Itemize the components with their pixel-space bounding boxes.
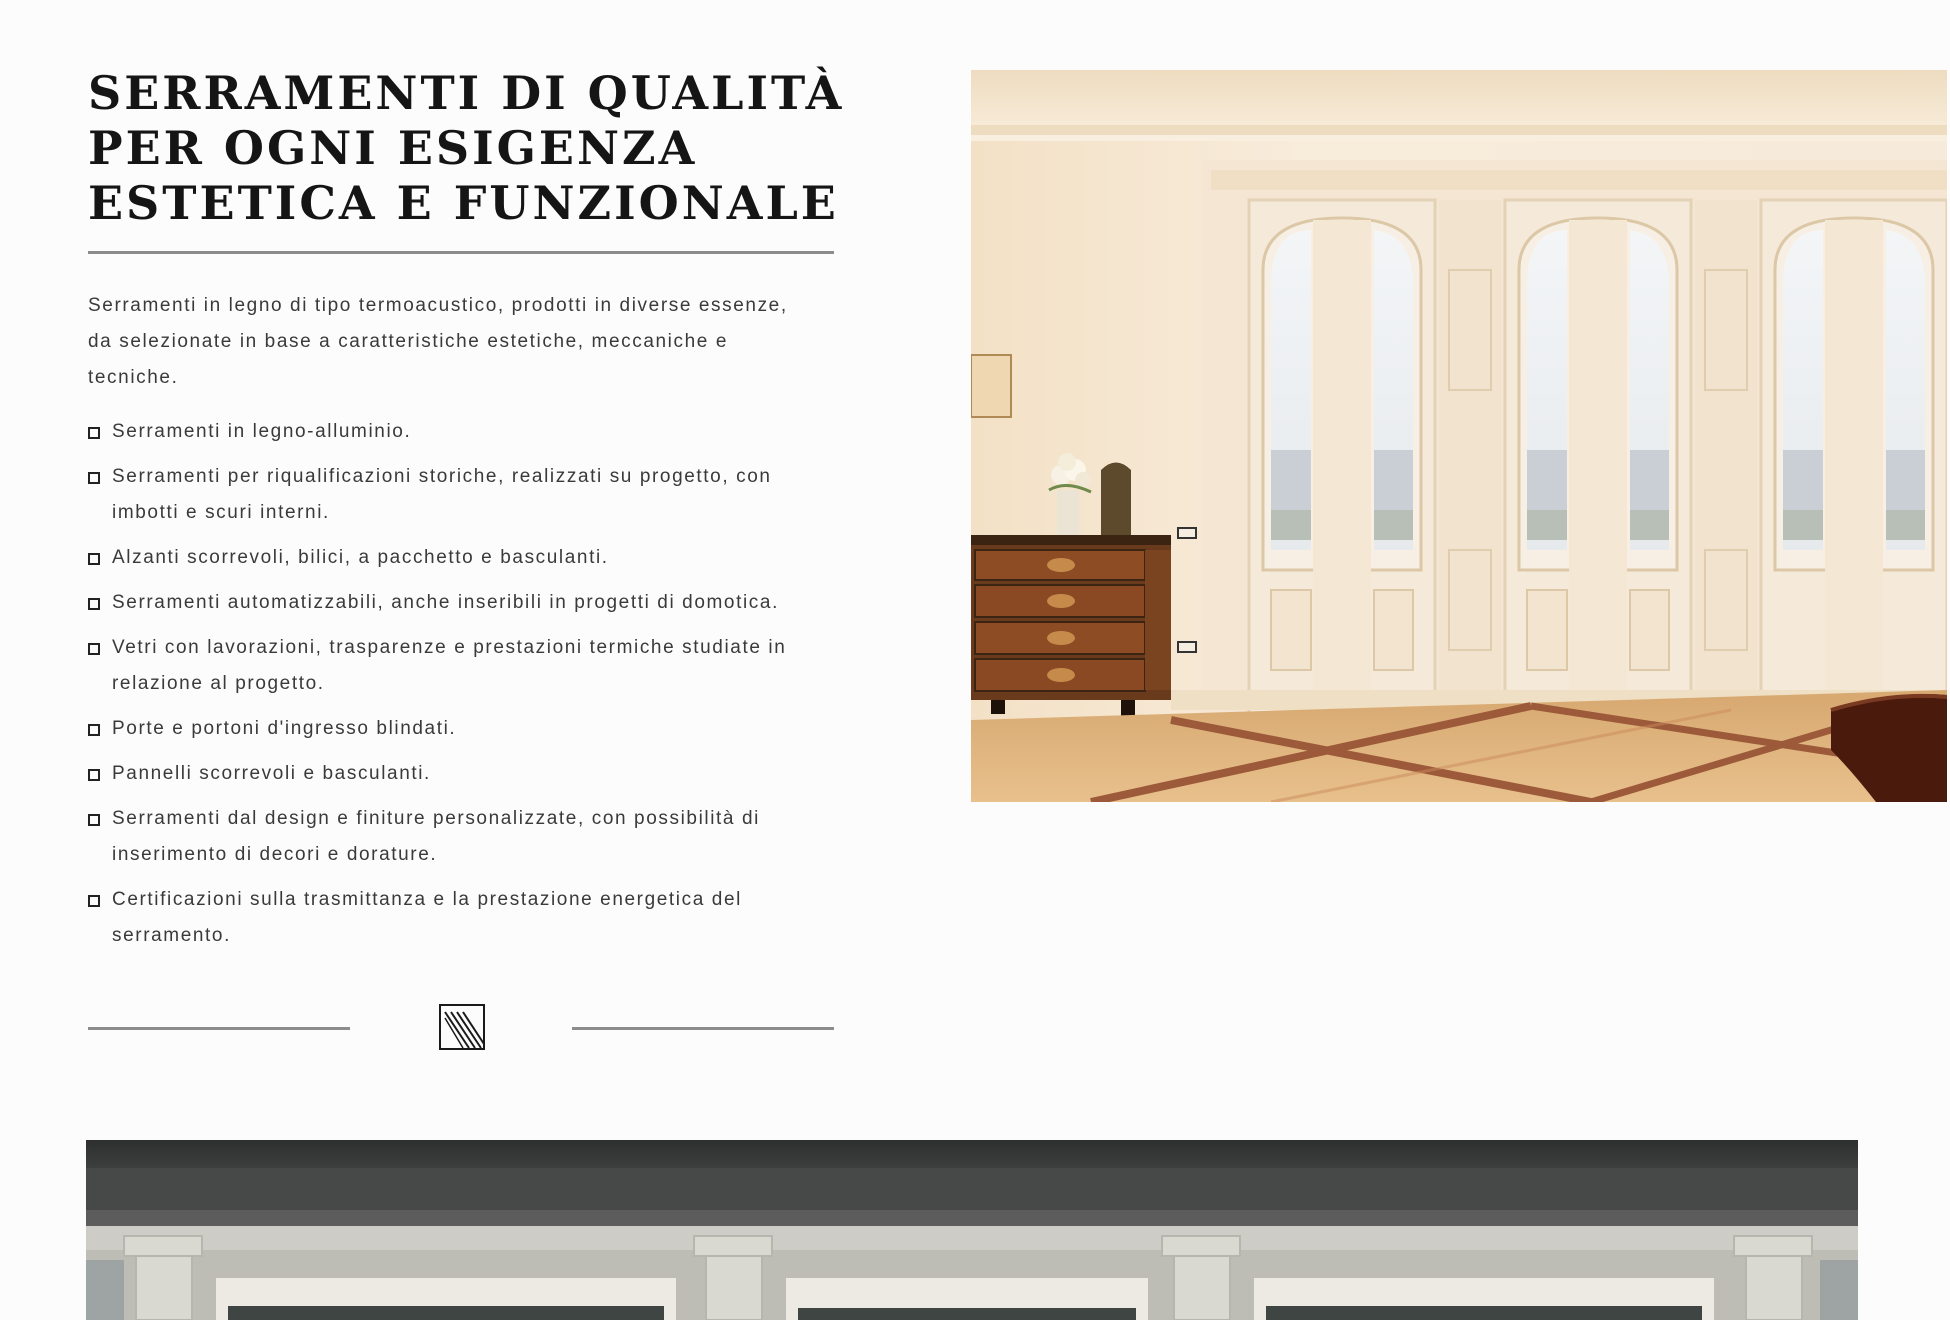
list-item (88, 756, 834, 792)
list-item-text: Vetri con lavorazioni, trasparenze e prestazioni termiche studiate in relazione al progetto. (112, 637, 787, 694)
list-item-text: Serramenti in legno-alluminio. (112, 421, 412, 442)
square-bullet-icon (88, 895, 100, 907)
title-line-3: ESTETICA E FUNZIONALE (88, 176, 839, 230)
title-line-2: PER OGNI ESIGENZA (88, 121, 698, 175)
square-bullet-icon (88, 427, 100, 439)
list-item (88, 711, 834, 747)
intro-paragraph: Serramenti in legno di tipo termoacustico, prodotti in diverse essenze, da selezionate in base a caratteristiche estetiche, meccaniche e tecniche. (88, 295, 788, 388)
list-item (88, 459, 834, 531)
list-item-text: Certificazioni sulla trasmittanza e la prestazione energetica del serramento. (112, 889, 742, 946)
list-item (88, 801, 834, 873)
list-item (88, 540, 834, 576)
title-line-1: SERRAMENTI DI QUALITÀ (88, 66, 845, 120)
feature-list (88, 414, 834, 954)
square-bullet-icon (88, 553, 100, 565)
square-bullet-icon (88, 769, 100, 781)
interior-windows-photo (971, 70, 1947, 802)
list-item-text: Serramenti per riqualificazioni storiche, realizzati su progetto, con imbotti e scuri interni. (112, 466, 772, 523)
logo-separator (88, 1004, 834, 1052)
title-divider (88, 251, 834, 254)
list-item-text: Serramenti dal design e finiture personalizzate, con possibilità di inserimento di decori e dorature. (112, 808, 760, 865)
square-bullet-icon (88, 472, 100, 484)
separator-line-left (88, 1027, 350, 1030)
interior-windows-illustration (971, 70, 1947, 802)
list-item-text: Alzanti scorrevoli, bilici, a pacchetto e basculanti. (112, 547, 609, 568)
list-item (88, 585, 834, 621)
square-bullet-icon (88, 598, 100, 610)
list-item-text: Pannelli scorrevoli e basculanti. (112, 763, 431, 784)
building-facade-photo (86, 1140, 1858, 1320)
building-facade-illustration (86, 1140, 1858, 1320)
list-item (88, 414, 834, 450)
diagonal-lines-logo-icon (439, 1004, 485, 1050)
list-item-text: Porte e portoni d'ingresso blindati. (112, 718, 457, 739)
separator-line-right (572, 1027, 834, 1030)
list-item (88, 630, 834, 702)
list-item (88, 882, 834, 954)
list-item-text: Serramenti automatizzabili, anche inseribili in progetti di domotica. (112, 592, 779, 613)
square-bullet-icon (88, 643, 100, 655)
page-title (88, 66, 845, 231)
square-bullet-icon (88, 814, 100, 826)
square-bullet-icon (88, 724, 100, 736)
content-column (88, 66, 845, 963)
